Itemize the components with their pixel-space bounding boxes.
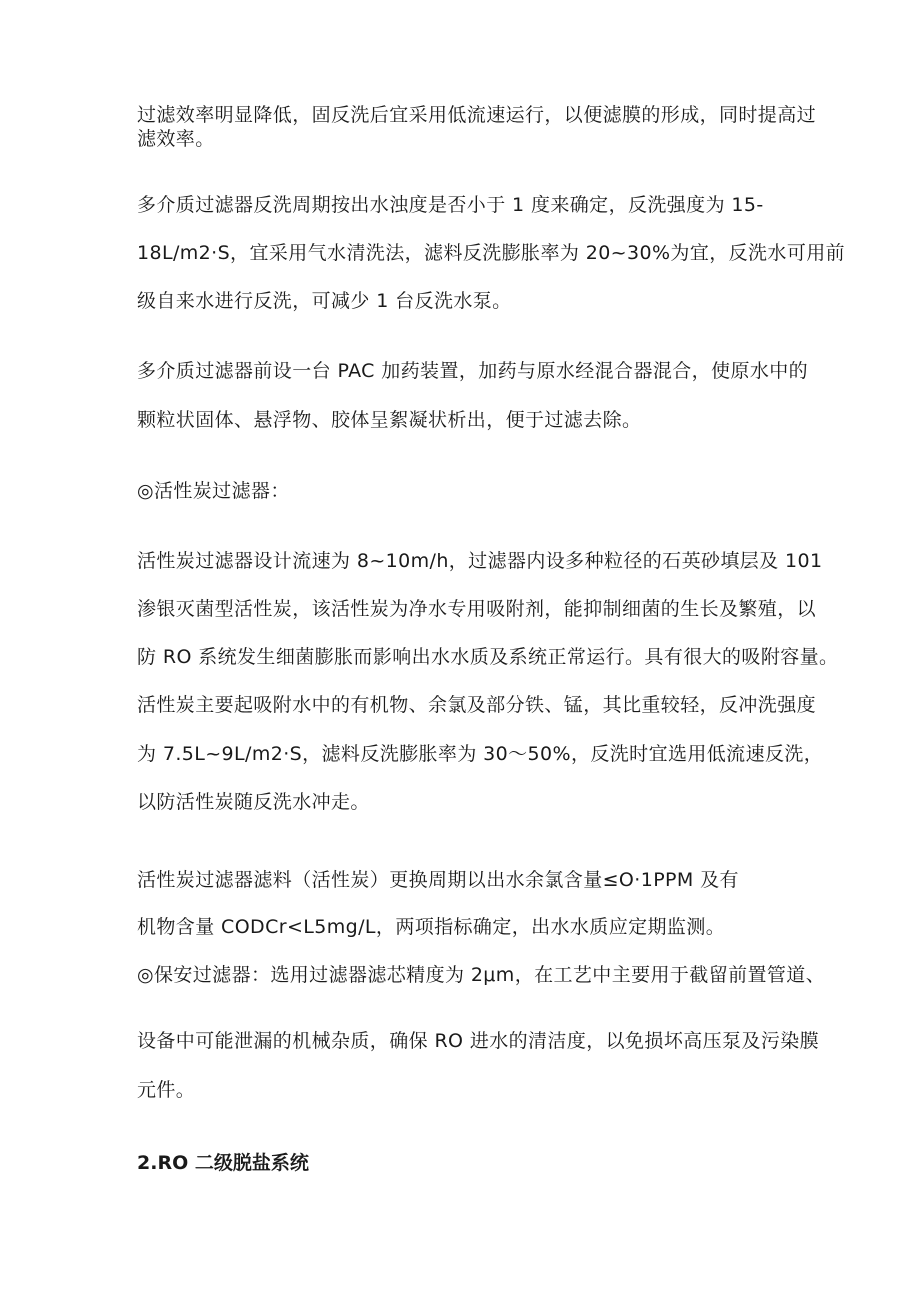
text-line: 机物含量 CODCr<L5mg/L，两项指标确定，出水水质应定期监测。 — [137, 916, 726, 938]
text-line: 设备中可能泄漏的机械杂质，确保 RO 进水的清洁度，以免损坏高压泵及污染膜 — [137, 1030, 820, 1052]
text-line: 活性炭过滤器滤料（活性炭）更换周期以出水余氯含量≤O·1PPM 及有 — [137, 869, 739, 891]
text-line: 多介质过滤器反洗周期按出水浊度是否小于 1 度来确定，反洗强度为 15- — [137, 194, 764, 216]
text-line: 元件。 — [137, 1079, 196, 1101]
text-line: 活性炭过滤器设计流速为 8~10m/h，过滤器内设多种粒径的石英砂填层及 101 — [137, 550, 823, 572]
text-line: 滤效率。 — [137, 128, 215, 150]
text-line: 防 RO 系统发生细菌膨胀而影响出水水质及系统正常运行。具有很大的吸附容量。 — [137, 646, 839, 668]
text-line: ◎保安过滤器：选用过滤器滤芯精度为 2μm，在工艺中主要用于截留前置管道、 — [137, 964, 826, 986]
text-line: 为 7.5L~9L/m2·S，滤料反洗膨胀率为 30～50%，反洗时宜选用低流速反洗， — [137, 743, 824, 765]
text-line: 级自来水进行反洗，可减少 1 台反洗水泵。 — [137, 290, 512, 312]
text-line: 以防活性炭随反洗水冲走。 — [137, 791, 370, 813]
text-line: 过滤效率明显降低，固反洗后宜采用低流速运行，以便滤膜的形成，同时提高过 — [137, 104, 817, 126]
text-line: 多介质过滤器前设一台 PAC 加药装置，加药与原水经混合器混合，使原水中的 — [137, 360, 809, 382]
text-line: 渗银灭菌型活性炭，该活性炭为净水专用吸附剂，能抑制细菌的生长及繁殖，以 — [137, 598, 817, 620]
text-line: 颗粒状固体、悬浮物、胶体呈絮凝状析出，便于过滤去除。 — [137, 409, 642, 431]
text-line: 18L/m2·S，宜采用气水清洗法，滤料反洗膨胀率为 20~30%为宜，反洗水可用前 — [137, 242, 846, 264]
section-marker: ◎活性炭过滤器： — [137, 480, 290, 502]
section-heading: 2.RO 二级脱盐系统 — [137, 1152, 309, 1174]
text-line: 活性炭主要起吸附水中的有机物、余氯及部分铁、锰，其比重较轻，反冲洗强度 — [137, 694, 817, 716]
